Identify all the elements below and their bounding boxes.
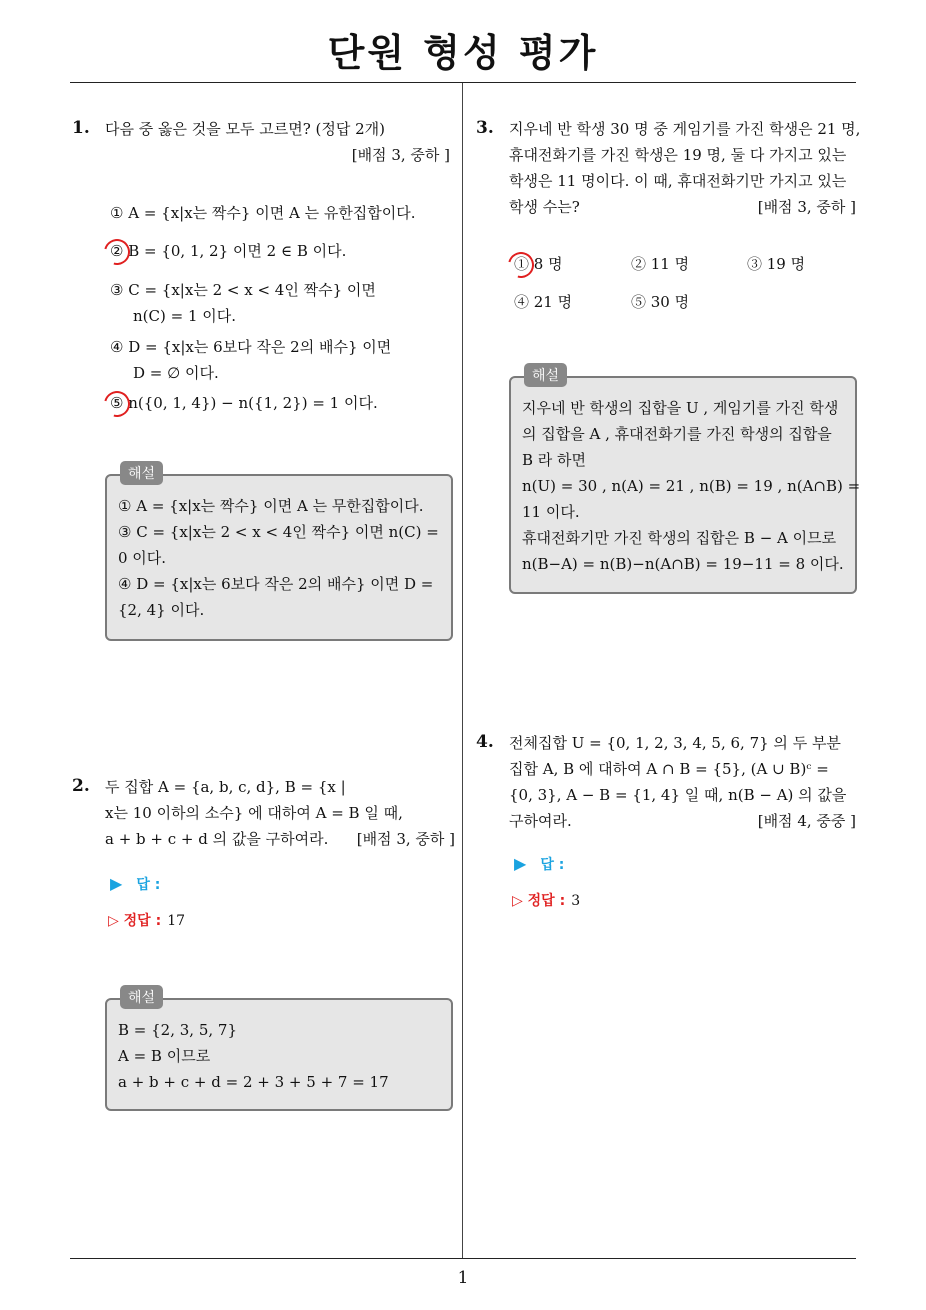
q1-explanation-line-2: ③ C = {x|x는 2 < x < 4인 짝수} 이면 n(C) = bbox=[118, 523, 439, 541]
q1-option-5[interactable]: ⑤ n({0, 1, 4}) − n({1, 2}) = 1 이다. bbox=[110, 394, 378, 412]
q1-explanation-line-3: 0 이다. bbox=[118, 549, 167, 567]
play-icon: ▶ bbox=[110, 874, 123, 893]
q2-correct-answer: ▷ 정답 : 17 bbox=[108, 913, 186, 929]
q1-option-2[interactable]: ② B = {0, 1, 2} 이면 2 ∈ B 이다. bbox=[110, 242, 347, 260]
q1-explanation-tag: 해설 bbox=[120, 461, 163, 485]
question-2-number: 2. bbox=[72, 776, 90, 796]
question-2-meta: [배점 3, 중하 ] bbox=[356, 830, 455, 848]
q3-explanation-line-2: 의 집합을 A , 휴대전화기를 가진 학생의 집합을 bbox=[522, 425, 832, 443]
q1-option-3-cont: n(C) = 1 이다. bbox=[133, 307, 237, 325]
q3-option-3[interactable]: ③ 19 명 bbox=[747, 255, 806, 273]
q3-explanation-line-3: B 라 하면 bbox=[522, 451, 587, 469]
q2-answer-field[interactable]: ▶ 답 : bbox=[110, 874, 161, 893]
question-3-line-1: 지우네 반 학생 30 명 중 게임기를 가진 학생은 21 명, bbox=[509, 120, 861, 138]
question-3-line-3: 학생은 11 명이다. 이 때, 휴대전화기만 가지고 있는 bbox=[509, 172, 847, 190]
q1-option-1[interactable]: ① A = {x|x는 짝수} 이면 A 는 유한집합이다. bbox=[110, 204, 416, 222]
q3-explanation-line-4: n(U) = 30 , n(A) = 21 , n(B) = 19 , n(A∩B) = bbox=[522, 477, 861, 495]
q3-explanation-tag: 해설 bbox=[524, 363, 567, 387]
question-3-meta: [배점 3, 중하 ] bbox=[757, 198, 856, 216]
question-4-line-1: 전체집합 U = {0, 1, 2, 3, 4, 5, 6, 7} 의 두 부분 bbox=[509, 734, 841, 752]
q3-option-4[interactable]: ④ 21 명 bbox=[514, 293, 573, 311]
question-1-text: 다음 중 옳은 것을 모두 고르면? (정답 2개) bbox=[105, 120, 386, 138]
q3-explanation-line-7: n(B−A) = n(B)−n(A∩B) = 19−11 = 8 이다. bbox=[522, 555, 844, 573]
question-1-number: 1. bbox=[72, 118, 90, 138]
question-4-number: 4. bbox=[476, 732, 494, 752]
page-title: 단원 형성 평가 bbox=[327, 31, 599, 75]
q1-explanation-line-4: ④ D = {x|x는 6보다 작은 2의 배수} 이면 D = bbox=[118, 575, 434, 593]
question-3-number: 3. bbox=[476, 118, 494, 138]
question-3-line-4: 학생 수는? bbox=[509, 198, 580, 216]
question-4-meta: [배점 4, 중중 ] bbox=[757, 812, 856, 830]
q1-option-4-cont: D = ∅ 이다. bbox=[133, 364, 219, 382]
outline-triangle-icon: ▷ bbox=[108, 913, 119, 929]
question-4-line-3: {0, 3}, A − B = {1, 4} 일 때, n(B − A) 의 값을 bbox=[509, 786, 847, 804]
question-4-line-2: 집합 A, B 에 대하여 A ∩ B = {5}, (A ∪ B)ᶜ = bbox=[509, 760, 829, 778]
question-1-meta: [배점 3, 중하 ] bbox=[351, 146, 450, 164]
q2-explanation-line-3: a + b + c + d = 2 + 3 + 5 + 7 = 17 bbox=[118, 1073, 389, 1091]
q1-option-3[interactable]: ③ C = {x|x는 2 < x < 4인 짝수} 이면 bbox=[110, 281, 376, 299]
q3-option-1[interactable]: ① 8 명 bbox=[514, 255, 563, 273]
q3-explanation-line-6: 휴대전화기만 가진 학생의 집합은 B − A 이므로 bbox=[522, 529, 837, 547]
page-number: 1 bbox=[457, 1268, 469, 1288]
question-2-line-1: 두 집합 A = {a, b, c, d}, B = {x | bbox=[105, 778, 346, 796]
q1-explanation-line-5: {2, 4} 이다. bbox=[118, 601, 205, 619]
q3-explanation-line-1: 지우네 반 학생의 집합을 U , 게임기를 가진 학생 bbox=[522, 399, 839, 417]
question-2-line-2: x는 10 이하의 소수} 에 대하여 A = B 일 때, bbox=[105, 804, 403, 822]
q4-correct-answer: ▷ 정답 : 3 bbox=[512, 893, 581, 909]
question-4-line-4: 구하여라. bbox=[509, 812, 572, 830]
column-divider bbox=[462, 83, 463, 1258]
outline-triangle-icon: ▷ bbox=[512, 893, 523, 909]
play-icon: ▶ bbox=[514, 854, 527, 873]
q3-option-2[interactable]: ② 11 명 bbox=[631, 255, 690, 273]
top-rule bbox=[70, 82, 856, 83]
q3-option-5[interactable]: ⑤ 30 명 bbox=[631, 293, 690, 311]
q4-answer-field[interactable]: ▶ 답 : bbox=[514, 854, 565, 873]
q3-explanation-line-5: 11 이다. bbox=[522, 503, 580, 521]
q1-option-4[interactable]: ④ D = {x|x는 6보다 작은 2의 배수} 이면 bbox=[110, 338, 392, 356]
q2-explanation-tag: 해설 bbox=[120, 985, 163, 1009]
q1-explanation-line-1: ① A = {x|x는 짝수} 이면 A 는 무한집합이다. bbox=[118, 497, 424, 515]
question-2-line-3: a + b + c + d 의 값을 구하여라. bbox=[105, 830, 329, 848]
q2-explanation-line-2: A = B 이므로 bbox=[118, 1047, 211, 1065]
question-3-line-2: 휴대전화기를 가진 학생은 19 명, 둘 다 가지고 있는 bbox=[509, 146, 847, 164]
q2-explanation-line-1: B = {2, 3, 5, 7} bbox=[118, 1021, 237, 1039]
bottom-rule bbox=[70, 1258, 856, 1259]
